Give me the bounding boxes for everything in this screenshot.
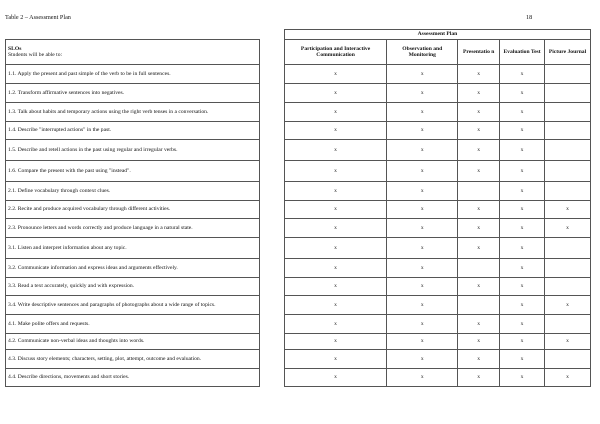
assessment-mark-cell: x [284, 161, 386, 182]
assessment-plan-group-header: Assessment Plan [284, 30, 590, 40]
assessment-mark-cell: x [284, 103, 386, 122]
assessment-mark-cell: x [284, 296, 386, 315]
assessment-mark-cell: x [387, 350, 458, 369]
assessment-mark-cell: x [284, 84, 386, 103]
assessment-mark-cell [458, 259, 500, 278]
table-row [6, 259, 591, 278]
assessment-mark-cell: x [284, 278, 386, 296]
slo-cell: 1.3. Talk about habits and temporary actions using the right verb tenses in a conversation. [6, 103, 260, 122]
assessment-mark-cell: x [387, 238, 458, 259]
slo-cell: 2.1. Define vocabulary through context clues. [6, 182, 260, 201]
table-row [6, 161, 591, 182]
assessment-mark-cell [544, 182, 590, 201]
assessment-mark-cell: x [458, 238, 500, 259]
assessment-mark-cell [458, 296, 500, 315]
gap-cell [259, 84, 284, 103]
assessment-mark-cell [544, 84, 590, 103]
assessment-mark-cell: x [544, 219, 590, 238]
slo-cell: 3.3. Read a text accurately, quickly and with expression. [6, 278, 260, 296]
assessment-mark-cell: x [458, 161, 500, 182]
table-row [6, 65, 591, 84]
slo-cell: 3.1. Listen and interpret information about any topic. [6, 238, 260, 259]
slo-cell: 4.3. Discuss story elements; characters, setting, plot, attempt, outcome and evaluation. [6, 350, 260, 369]
assessment-mark-cell: x [458, 84, 500, 103]
gap-cell [259, 350, 284, 369]
assessment-mark-cell: x [500, 350, 545, 369]
assessment-mark-cell: x [458, 201, 500, 219]
table-row [6, 334, 591, 350]
gap-cell [259, 122, 284, 140]
assessment-mark-cell: x [500, 140, 545, 161]
page-header-title: Table 2 – Assessment Plan [5, 14, 71, 21]
table-row [6, 219, 591, 238]
assessment-mark-cell: x [284, 182, 386, 201]
assessment-mark-cell [544, 259, 590, 278]
gap-cell [259, 103, 284, 122]
assessment-mark-cell: x [387, 296, 458, 315]
slo-subheader-label: Students will be able to: [8, 52, 63, 58]
assessment-mark-cell: x [458, 219, 500, 238]
assessment-mark-cell: x [387, 315, 458, 334]
assessment-mark-cell [544, 122, 590, 140]
gap-cell [259, 182, 284, 201]
gap-cell [259, 334, 284, 350]
table-row [6, 315, 591, 334]
assessment-mark-cell: x [284, 334, 386, 350]
assessment-plan-body [6, 65, 591, 387]
table-row [6, 122, 591, 140]
assessment-mark-cell: x [500, 238, 545, 259]
assessment-mark-cell: x [387, 334, 458, 350]
gap-cell [259, 40, 284, 65]
column-header: Observation and Monitoring [387, 40, 458, 65]
gap-cell [259, 315, 284, 334]
gap-cell [259, 238, 284, 259]
table-row [6, 296, 591, 315]
slo-cell: 3.4. Write descriptive sentences and paragraphs of photographs about a wide range of topics. [6, 296, 260, 315]
assessment-mark-cell [544, 140, 590, 161]
assessment-mark-cell: x [500, 369, 545, 387]
slo-cell: 1.1. Apply the present and past simple of the verb to be in full sentences. [6, 65, 260, 84]
assessment-mark-cell: x [458, 103, 500, 122]
assessment-mark-cell: x [458, 350, 500, 369]
assessment-mark-cell: x [284, 350, 386, 369]
table-row [6, 182, 591, 201]
assessment-mark-cell: x [458, 369, 500, 387]
assessment-mark-cell: x [284, 259, 386, 278]
table-row [6, 278, 591, 296]
assessment-mark-cell: x [458, 334, 500, 350]
assessment-mark-cell: x [500, 201, 545, 219]
assessment-mark-cell: x [284, 369, 386, 387]
table-row [6, 140, 591, 161]
assessment-mark-cell: x [284, 315, 386, 334]
page-number: 18 [526, 14, 533, 21]
assessment-mark-cell: x [387, 140, 458, 161]
gap-cell [259, 140, 284, 161]
assessment-mark-cell: x [500, 103, 545, 122]
assessment-mark-cell: x [387, 122, 458, 140]
assessment-mark-cell: x [284, 122, 386, 140]
assessment-mark-cell: x [387, 84, 458, 103]
blank-gap-cell [259, 30, 284, 40]
column-header: Presentatio n [458, 40, 500, 65]
assessment-mark-cell: x [458, 65, 500, 84]
assessment-mark-cell: x [500, 182, 545, 201]
table-row [6, 350, 591, 369]
assessment-mark-cell [544, 350, 590, 369]
assessment-mark-cell: x [387, 65, 458, 84]
assessment-mark-cell: x [458, 315, 500, 334]
slo-cell: 4.1. Make polite offers and requests. [6, 315, 260, 334]
column-header: Evaluation Test [500, 40, 545, 65]
slo-cell: 4.2. Communicate non-verbal ideas and thoughts into words. [6, 334, 260, 350]
assessment-mark-cell: x [284, 140, 386, 161]
slo-cell: 1.6. Compare the present with the past using "instead". [6, 161, 260, 182]
gap-cell [259, 201, 284, 219]
assessment-mark-cell: x [387, 201, 458, 219]
assessment-mark-cell: x [458, 140, 500, 161]
assessment-mark-cell: x [387, 161, 458, 182]
table-row [6, 201, 591, 219]
assessment-mark-cell [544, 238, 590, 259]
assessment-mark-cell: x [500, 296, 545, 315]
assessment-mark-cell: x [544, 334, 590, 350]
gap-cell [259, 278, 284, 296]
gap-cell [259, 65, 284, 84]
column-header: Participation and Interactive Communication [284, 40, 386, 65]
slo-column-header [6, 40, 260, 65]
slo-cell: 1.5. Describe and retell actions in the past using regular and irregular verbs. [6, 140, 260, 161]
assessment-mark-cell: x [544, 369, 590, 387]
slo-cell: 4.4. Describe directions, movements and short stories. [6, 369, 260, 387]
assessment-mark-cell: x [387, 259, 458, 278]
gap-cell [259, 161, 284, 182]
assessment-mark-cell: x [387, 103, 458, 122]
assessment-mark-cell: x [500, 278, 545, 296]
table-row [6, 84, 591, 103]
assessment-mark-cell: x [544, 201, 590, 219]
assessment-mark-cell: x [284, 65, 386, 84]
assessment-mark-cell: x [500, 315, 545, 334]
assessment-plan-table [5, 29, 591, 387]
assessment-mark-cell: x [500, 219, 545, 238]
slo-header-label: SLOs [8, 45, 22, 52]
assessment-mark-cell: x [387, 182, 458, 201]
assessment-mark-cell: x [458, 278, 500, 296]
assessment-mark-cell [544, 161, 590, 182]
slo-cell: 3.2. Communicate information and express ideas and arguments effectively. [6, 259, 260, 278]
gap-cell [259, 259, 284, 278]
blank-header-cell [6, 30, 260, 40]
gap-cell [259, 296, 284, 315]
gap-cell [259, 369, 284, 387]
assessment-mark-cell: x [500, 65, 545, 84]
assessment-mark-cell: x [284, 219, 386, 238]
assessment-mark-cell: x [500, 161, 545, 182]
column-header: Picture Journal [544, 40, 590, 65]
slo-cell: 2.2. Recite and produce acquired vocabulary through different activities. [6, 201, 260, 219]
assessment-mark-cell [458, 182, 500, 201]
assessment-mark-cell: x [458, 122, 500, 140]
assessment-mark-cell: x [544, 296, 590, 315]
assessment-mark-cell: x [500, 84, 545, 103]
assessment-mark-cell [544, 103, 590, 122]
assessment-mark-cell: x [500, 259, 545, 278]
assessment-mark-cell: x [284, 238, 386, 259]
slo-cell: 2.3. Pronounce letters and words correctly and produce language in a natural state. [6, 219, 260, 238]
assessment-mark-cell: x [387, 219, 458, 238]
assessment-mark-cell: x [387, 278, 458, 296]
table-row [6, 103, 591, 122]
assessment-mark-cell: x [387, 369, 458, 387]
assessment-mark-cell: x [500, 122, 545, 140]
gap-cell [259, 219, 284, 238]
assessment-mark-cell [544, 278, 590, 296]
slo-cell: 1.2. Transform affirmative sentences into negatives. [6, 84, 260, 103]
assessment-mark-cell: x [284, 201, 386, 219]
assessment-mark-cell [544, 65, 590, 84]
assessment-mark-cell [544, 315, 590, 334]
slo-cell: 1.4. Describe "interrupted actions" in the past. [6, 122, 260, 140]
assessment-mark-cell: x [500, 334, 545, 350]
table-row [6, 369, 591, 387]
table-row [6, 238, 591, 259]
